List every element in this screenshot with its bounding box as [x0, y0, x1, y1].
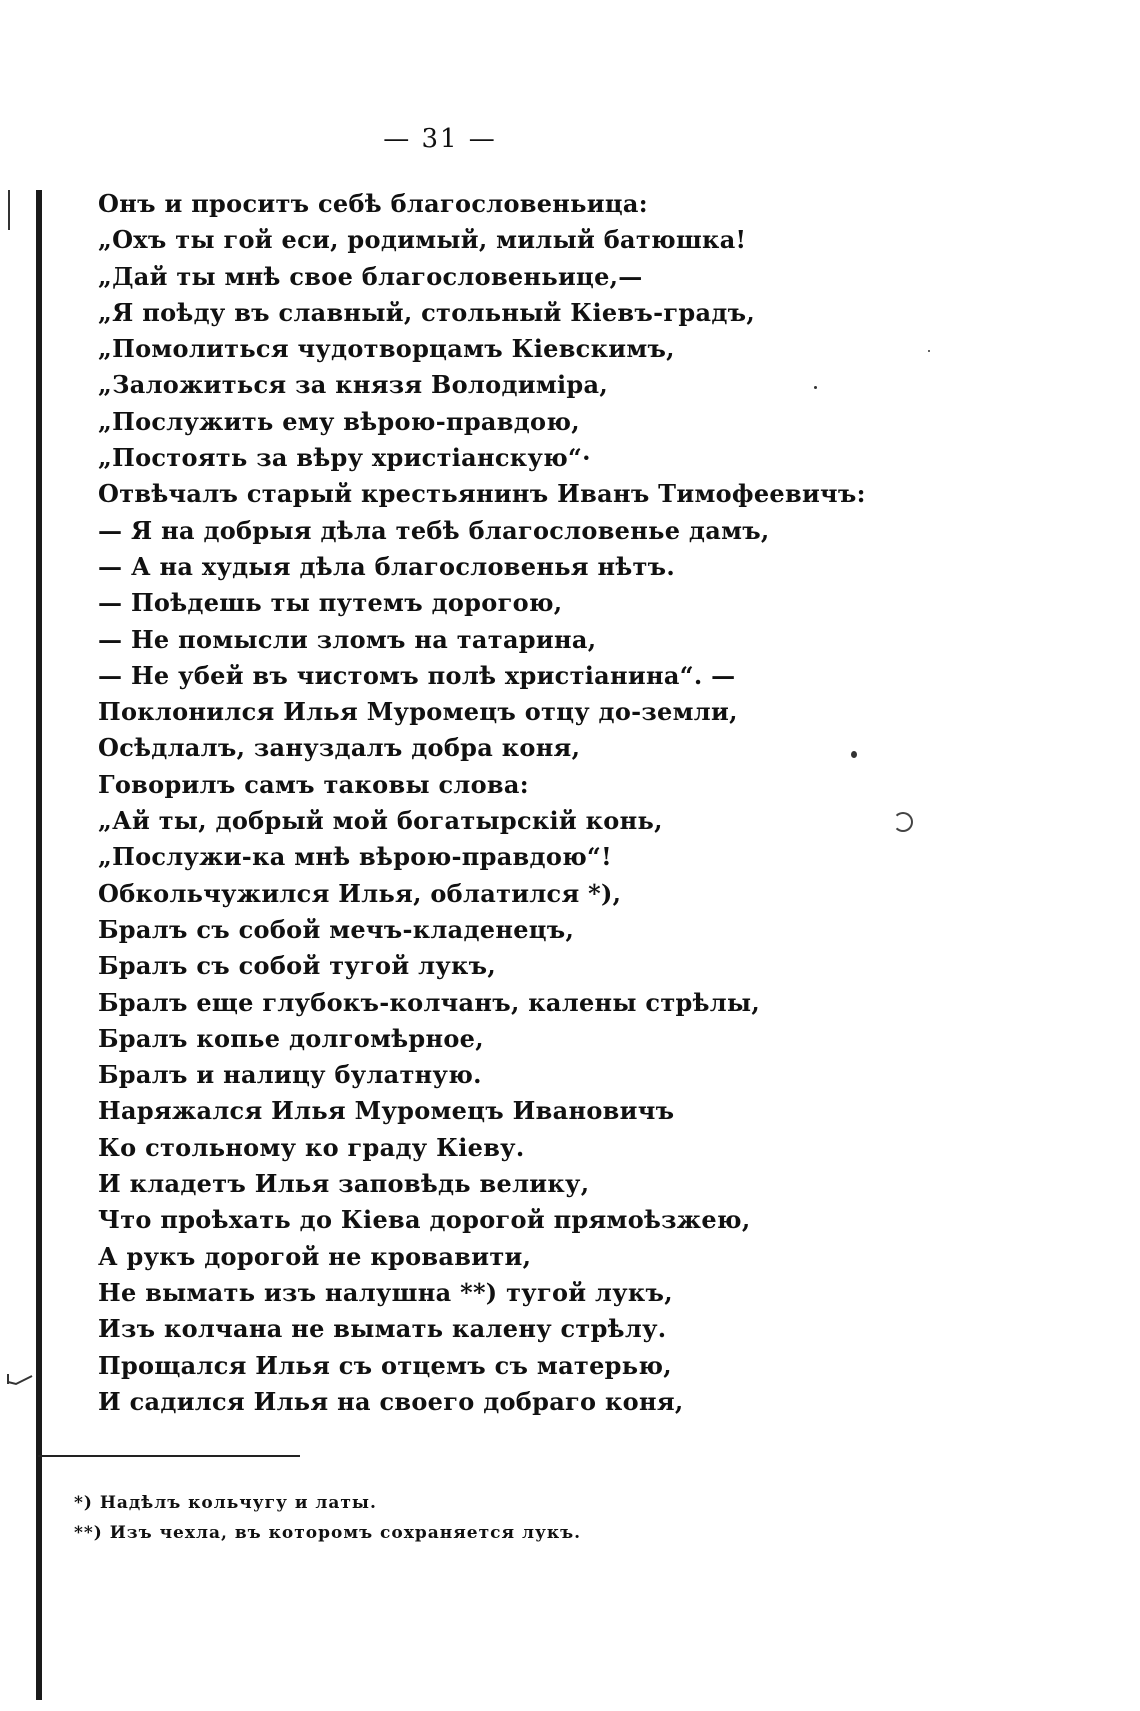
verse-line: — Не убей въ чистомъ полѣ христіанина“. — — [98, 660, 736, 690]
binding-edge — [36, 190, 42, 1700]
verse-line: — А на худыя дѣла благословенья нѣтъ. — [98, 551, 676, 581]
verse-line: „Помолиться чудотворцамъ Кіевскимъ, — [98, 334, 675, 364]
verse-line: — Я на добрыя дѣла тебѣ благословенье дамъ, — [98, 515, 770, 545]
verse-line: Говорилъ самъ таковы слова: — [98, 769, 529, 799]
verse-line: Бралъ съ собой тугой лукъ, — [98, 951, 496, 981]
ink-speck — [814, 386, 817, 389]
verse-line: Не вымать изъ налушна **) тугой лукъ, — [98, 1277, 673, 1307]
verse-line: „Заложиться за князя Володиміра, — [98, 370, 609, 400]
ink-speck — [851, 751, 857, 758]
verse-line: Что проѣхать до Кіева дорогой прямоѣзжею, — [98, 1205, 751, 1235]
margin-mark-icon — [6, 1372, 36, 1386]
verse-line: Прощался Илья съ отцемъ съ матерью, — [98, 1350, 672, 1380]
verse-line: „Охъ ты гой еси, родимый, милый батюшка! — [98, 225, 747, 255]
footnote-rule — [38, 1455, 300, 1457]
verse-line: Ко стольному ко граду Кіеву. — [98, 1132, 525, 1162]
binding-edge-mark — [8, 190, 10, 230]
footnote: *) Надѣлъ кольчугу и латы. — [74, 1493, 377, 1513]
verse-line: „Послужи-ка мнѣ вѣрою-правдою“! — [98, 842, 612, 872]
verse-line: — Не помысли зломъ на татарина, — [98, 624, 597, 654]
verse-line: „Послужить ему вѣрою-правдою, — [98, 406, 580, 436]
verse-line: „Ай ты, добрый мой богатырскій конь, — [98, 806, 663, 836]
verse-line: „Дай ты мнѣ свое благословеньице,— — [98, 261, 643, 291]
verse-line: „Постоять за вѣру христіанскую“· — [98, 443, 591, 473]
verse-line: И садился Илья на своего добраго коня, — [98, 1386, 684, 1416]
verse-line: Отвѣчалъ старый крестьянинъ Иванъ Тимофеевичъ: — [98, 479, 866, 509]
verse-line: Бралъ копье долгомѣрное, — [98, 1023, 484, 1053]
verse-line: А рукъ дорогой не кровавити, — [98, 1241, 532, 1271]
verse-line: — Поѣдешь ты путемъ дорогою, — [98, 588, 563, 618]
verse-line: Изъ колчана не вымать калену стрѣлу. — [98, 1314, 667, 1344]
verse-line: Поклонился Илья Муромецъ отцу до-земли, — [98, 697, 738, 727]
verse-line: „Я поѣду въ славный, стольный Кіевъ-градъ, — [98, 297, 755, 327]
verse-line: Бралъ еще глубокъ-колчанъ, калены стрѣлы, — [98, 987, 760, 1017]
verse-line: И кладетъ Илья заповѣдь велику, — [98, 1169, 590, 1199]
page-number: — 31 — — [383, 124, 497, 154]
verse-text — [98, 186, 866, 1420]
ink-blot-ring — [893, 812, 913, 832]
verse-line: Осѣдлалъ, зануздалъ добра коня, — [98, 733, 581, 763]
footnotes — [74, 1488, 581, 1548]
verse-line: Обкольчужился Илья, облатился *), — [98, 878, 622, 908]
verse-line: Онъ и проситъ себѣ благословеньица: — [98, 189, 648, 218]
verse-line: Бралъ и налицу булатную. — [98, 1060, 482, 1090]
verse-line: Бралъ съ собой мечъ-кладенецъ, — [98, 914, 575, 944]
ink-speck — [928, 350, 930, 352]
footnote: **) Изъ чехла, въ которомъ сохраняется лукъ. — [74, 1523, 582, 1543]
verse-line: Наряжался Илья Муромецъ Ивановичъ — [98, 1096, 675, 1126]
